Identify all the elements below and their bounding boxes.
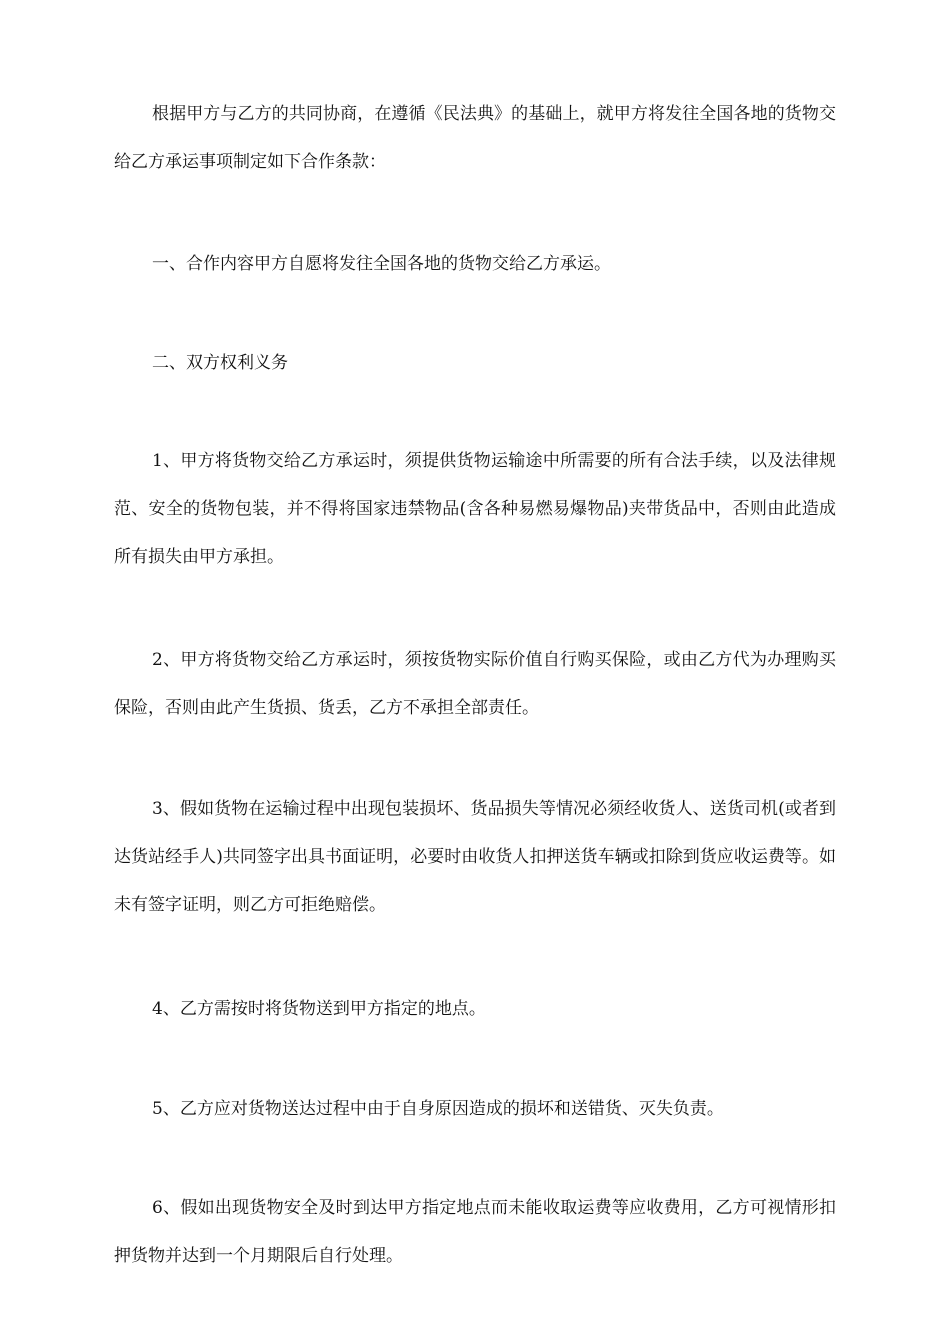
section-rights-obligations-heading: 二、双方权利义务 (152, 353, 288, 373)
clause-item-4: 4、乙方需按时将货物送到甲方指定的地点。 (152, 999, 486, 1019)
intro-paragraph: 根据甲方与乙方的共同协商，在遵循《民法典》的基础上，就甲方将发往全国各地的货物交给乙方承运事项制定如下合作条款： (114, 104, 836, 172)
clause-item-6: 6、假如出现货物安全及时到达甲方指定地点而未能收取运费等应收费用，乙方可视情形扣押货物并达到一个月期限后自行处理。 (114, 1198, 836, 1266)
clause-item-1: 1、甲方将货物交给乙方承运时，须提供货物运输途中所需要的所有合法手续，以及法律规范、安全的货物包装，并不得将国家违禁物品(含各种易燃易爆物品)夹带货品中，否则由此造成所有损失由甲方承担。 (114, 451, 836, 567)
clause-item-2: 2、甲方将货物交给乙方承运时，须按货物实际价值自行购买保险，或由乙方代为办理购买保险，否则由此产生货损、货丢，乙方不承担全部责任。 (114, 650, 836, 718)
clause-item-5: 5、乙方应对货物送达过程中由于自身原因造成的损坏和送错货、灭失负责。 (152, 1099, 724, 1119)
section-cooperation-content: 一、合作内容甲方自愿将发往全国各地的货物交给乙方承运。 (152, 254, 611, 274)
clause-item-3: 3、假如货物在运输过程中出现包装损坏、货品损失等情况必须经收货人、送货司机(或者到达货站经手人)共同签字出具书面证明，必要时由收货人扣押送货车辆或扣除到货应收运费等。如未有签字证明，则乙方可拒绝赔偿。 (114, 799, 836, 915)
